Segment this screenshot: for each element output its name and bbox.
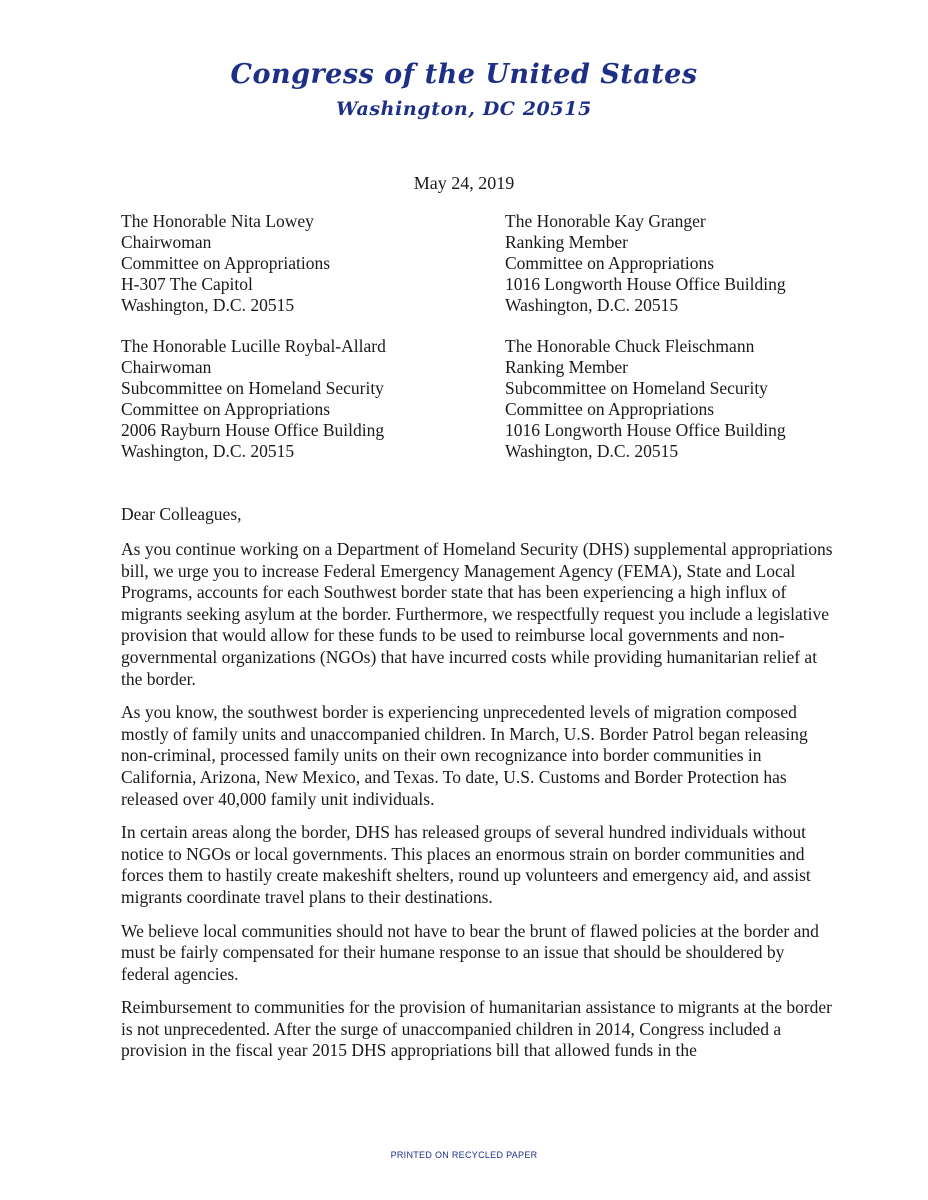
- letterhead: [0, 58, 928, 122]
- recipient-address-fleischmann: [505, 336, 786, 462]
- address-line: Subcommittee on Homeland Security: [121, 378, 384, 398]
- letter-date: May 24, 2019: [413, 173, 515, 193]
- body-paragraph: As you know, the southwest border is experiencing unprecedented levels of migration composed mostly of family units and unaccompanied children. In March, U.S. Border Patrol began releasing non-criminal, processed family units on their own recognizance into border communities in California, Arizona, New Mexico, and Texas. To date, U.S. Customs and Border Protection has released over 40,000 family unit individuals.: [121, 702, 808, 809]
- recipient-address-roybal-allard: [121, 336, 386, 462]
- salutation: Dear Colleagues,: [121, 504, 242, 524]
- body-paragraph: Reimbursement to communities for the provision of humanitarian assistance to migrants at the border is not unprecedented. After the surge of unaccompanied children in 2014, Congress included a provision in the fiscal year 2015 DHS appropriations bill that allowed funds in the: [121, 997, 833, 1061]
- letter-body: [121, 539, 833, 1074]
- address-line: 2006 Rayburn House Office Building: [121, 420, 385, 440]
- address-line: Committee on Appropriations: [121, 399, 331, 419]
- letterhead-title: Congress of the United States: [230, 59, 698, 90]
- body-paragraph: In certain areas along the border, DHS has released groups of several hundred individuals without notice to NGOs or local governments. This places an enormous strain on border communities and forces them to hastily create makeshift shelters, round up volunteers and emergency aid, and assist migrants coordinate travel plans to their destinations.: [121, 822, 811, 907]
- recipient-address-lowey: [121, 211, 330, 316]
- address-line: Committee on Appropriations: [505, 399, 715, 419]
- body-paragraph: We believe local communities should not have to bear the brunt of flawed policies at the border and must be fairly compensated for their humane response to an issue that should be shouldered by federal agencies.: [121, 920, 819, 984]
- address-line: Washington, D.C. 20515: [505, 441, 679, 461]
- address-line: Washington, D.C. 20515: [505, 295, 679, 315]
- letterhead-location: Washington, DC 20515: [336, 98, 592, 120]
- address-line: Subcommittee on Homeland Security: [505, 378, 768, 398]
- recycled-paper-footer: PRINTED ON RECYCLED PAPER: [390, 1150, 538, 1160]
- address-line: Ranking Member: [505, 357, 628, 377]
- address-line: H-307 The Capitol: [121, 274, 253, 294]
- address-line: 1016 Longworth House Office Building: [505, 420, 786, 440]
- address-line: Committee on Appropriations: [121, 253, 331, 273]
- address-line: Chairwoman: [121, 232, 212, 252]
- address-line: The Honorable Kay Granger: [505, 211, 706, 231]
- address-line: 1016 Longworth House Office Building: [505, 274, 786, 294]
- address-line: Ranking Member: [505, 232, 628, 252]
- address-line: Chairwoman: [121, 357, 212, 377]
- address-line: Washington, D.C. 20515: [121, 441, 295, 461]
- address-line: Committee on Appropriations: [505, 253, 715, 273]
- address-line: The Honorable Chuck Fleischmann: [505, 336, 755, 356]
- recipient-address-granger: [505, 211, 786, 316]
- address-line: The Honorable Lucille Roybal-Allard: [121, 336, 386, 356]
- address-line: The Honorable Nita Lowey: [121, 211, 314, 231]
- body-paragraph: As you continue working on a Department of Homeland Security (DHS) supplemental appropriations bill, we urge you to increase Federal Emergency Management Agency (FEMA), State and Local Programs, accounts for each Southwest border state that has been experiencing a high influx of migrants seeking asylum at the border. Furthermore, we respectfully request you include a legislative provision that would allow for these funds to be used to reimburse local governments and non-governmental organizations (NGOs) that have incurred costs while providing humanitarian relief at the border.: [121, 539, 833, 689]
- address-line: Washington, D.C. 20515: [121, 295, 295, 315]
